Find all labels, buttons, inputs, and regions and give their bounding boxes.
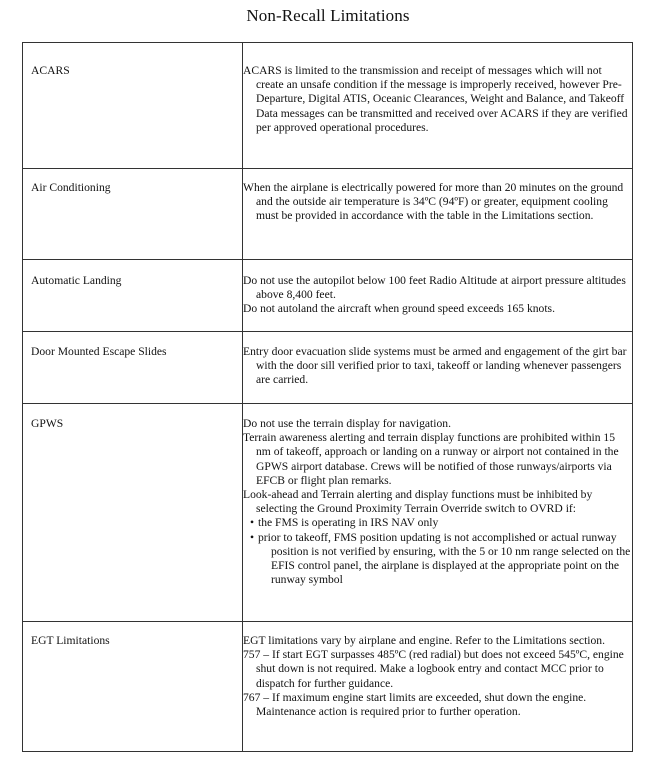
- bullet-list: [243, 516, 632, 587]
- row-label-cell: [23, 622, 243, 752]
- row-label: ACARS: [31, 64, 70, 77]
- table-row: [23, 169, 633, 260]
- row-label-cell: [23, 332, 243, 404]
- row-label: GPWS: [31, 417, 64, 430]
- row-label-cell: [23, 169, 243, 260]
- limitations-table: [22, 42, 633, 752]
- table-row: [23, 260, 633, 332]
- description-paragraph: 757 – If start EGT surpasses 485ºC (red radial) but does not exceed 545ºC, engine shut down is not required. Make a logbook entry and contact MCC prior to dispatch for further guidance.: [243, 648, 624, 690]
- description-paragraph: Do not autoland the aircraft when ground speed exceeds 165 knots.: [243, 302, 555, 316]
- table-row: [23, 332, 633, 404]
- row-label: EGT Limitations: [31, 634, 110, 647]
- description-paragraph: ACARS is limited to the transmission and receipt of messages which will not create an unsafe condition if the message is improperly received, however Pre-Departure, Digital ATIS, Oceanic Clearances, Weight and Balance, and Takeoff Data messages can be transmitted and received over ACARS if they are verified per approved operational procedures.: [243, 64, 628, 134]
- row-description-cell: [243, 404, 633, 622]
- description-paragraph: Entry door evacuation slide systems must be armed and engagement of the girt bar with the door sill verified prior to taxi, takeoff or landing whenever passengers are carried.: [243, 345, 627, 387]
- bullet-item: • prior to takeoff, FMS position updating is not accomplished or actual runway position is not verified by ensuring, with the 5 or 10 nm range selected on the EFIS control panel, the airplane is displayed at the appropriate point on the runway symbol: [243, 531, 632, 588]
- row-label: Door Mounted Escape Slides: [31, 345, 167, 358]
- row-label: Air Conditioning: [31, 181, 111, 194]
- description-paragraph: When the airplane is electrically powered for more than 20 minutes on the ground and the outside air temperature is 34ºC (94ºF) or greater, equipment cooling must be provided in accordance with the table in the Limitations section.: [243, 181, 624, 223]
- description-paragraph: EGT limitations vary by airplane and engine. Refer to the Limitations section.: [243, 634, 605, 647]
- row-label: Automatic Landing: [31, 274, 122, 287]
- row-description-cell: [243, 622, 633, 752]
- row-description-cell: [243, 332, 633, 404]
- description-paragraph: 767 – If maximum engine start limits are exceeded, shut down the engine. Maintenance action is required prior to further operation.: [243, 690, 587, 719]
- table-row: [23, 404, 633, 622]
- description-paragraph: Terrain awareness alerting and terrain display functions are prohibited within 15 nm of takeoff, approach or landing on a runway or airport not contained in the GPWS airport database. Crews will be notified of those runways/airports via EFCB or flight plan remarks.: [243, 431, 619, 487]
- row-label-cell: [23, 43, 243, 169]
- page-title: Non-Recall Limitations: [246, 6, 410, 25]
- row-description-cell: [243, 169, 633, 260]
- table-row: [23, 43, 633, 169]
- description-paragraph: Look-ahead and Terrain alerting and display functions must be inhibited by selecting the Ground Proximity Terrain Override switch to OVRD if:: [243, 488, 593, 516]
- table-row: [23, 622, 633, 752]
- row-description-cell: [243, 43, 633, 169]
- row-description-cell: [243, 260, 633, 332]
- description-paragraph: Do not use the autopilot below 100 feet Radio Altitude at airport pressure altitudes above 8,400 feet.: [243, 274, 626, 302]
- row-label-cell: [23, 404, 243, 622]
- description-paragraph: Do not use the terrain display for navigation.: [243, 417, 451, 430]
- row-label-cell: [23, 260, 243, 332]
- bullet-item: • the FMS is operating in IRS NAV only: [243, 516, 632, 530]
